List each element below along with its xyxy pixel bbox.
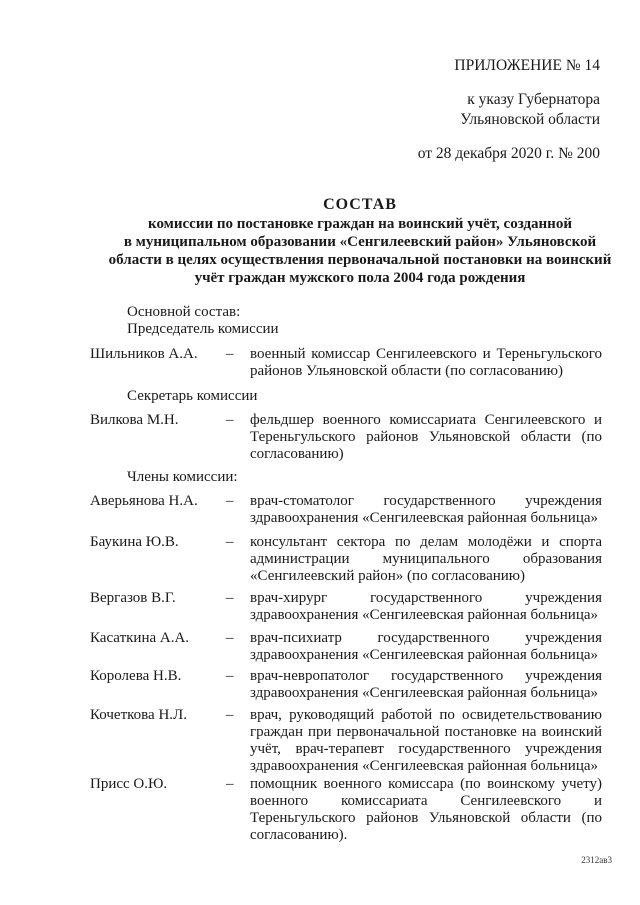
member-role: врач-психиатр государственного учреждения здравоохранения «Сенгилеевская районная больница» [250, 630, 602, 663]
decree-ref-line1: к указу Губернатора [467, 91, 600, 108]
dash: – [226, 668, 234, 684]
subtitle-line: комиссии по постановке граждан на воинский учёт, созданной [148, 216, 572, 232]
member-name: Присс О.Ю. [90, 776, 168, 792]
decree-date: от 28 декабря 2020 г. № 200 [417, 145, 600, 162]
member-name: Кочеткова Н.Л. [90, 707, 187, 723]
member-role: фельдшер военного комиссариата Сенгилеевского и Тереньгульского районов Ульяновской области (по согласованию) [250, 412, 602, 462]
section-members: Члены комиссии: [127, 469, 238, 485]
member-role: консультант сектора по делам молодёжи и спорта администрации муниципального образования «Сенгилеевский район» (по согласованию) [250, 534, 602, 584]
member-role: врач-стоматолог государственного учреждения здравоохранения «Сенгилеевская районная больница» [250, 493, 602, 526]
subtitle-line: области в целях осуществления первоначальной постановки на воинский [108, 252, 612, 268]
section-chair: Председатель комиссии [127, 321, 279, 337]
dash: – [226, 534, 234, 550]
subtitle-line: в муниципальном образовании «Сенгилеевский район» Ульяновской [123, 234, 597, 250]
dash: – [226, 346, 234, 362]
member-role: врач-невропатолог государственного учреждения здравоохранения «Сенгилеевская районная больница» [250, 668, 602, 701]
member-name: Баукина Ю.В. [90, 534, 179, 550]
section-main: Основной состав: [127, 304, 241, 320]
member-name: Касаткина А.А. [90, 630, 190, 646]
document-subtitle [100, 215, 620, 287]
appendix-label: ПРИЛОЖЕНИЕ № 14 [454, 57, 600, 74]
member-name: Вилкова М.Н. [90, 412, 179, 428]
appendix-header [418, 56, 600, 164]
section-secretary: Секретарь комиссии [127, 388, 258, 404]
dash: – [226, 630, 234, 646]
dash: – [226, 707, 234, 723]
member-name: Аверьянова Н.А. [90, 493, 198, 509]
document-title: СОСТАВ [323, 196, 397, 213]
member-role: помощник военного комиссара (по воинскому учету) военного комиссариата Сенгилеевского и Тереньгульского районов Ульяновской области (по согласованию). [250, 776, 602, 843]
document-code: 2312ав3 [581, 855, 612, 865]
member-name: Шильников А.А. [90, 346, 198, 362]
member-role: врач, руководящий работой по освидетельствованию граждан при первоначальной постановке на воинский учёт, врач-терапевт государственного учреждения здравоохранения «Сенгилеевская районная больница» [250, 707, 602, 774]
dash: – [226, 493, 234, 509]
member-role: врач-хирург государственного учреждения здравоохранения «Сенгилеевская районная больница» [250, 590, 602, 623]
decree-ref-line2: Ульяновской области [460, 111, 600, 128]
dash: – [226, 590, 234, 606]
member-name: Королева Н.В. [90, 668, 182, 684]
subtitle-line: учёт граждан мужского пола 2004 года рождения [194, 270, 526, 286]
dash: – [226, 412, 234, 428]
member-name: Вергазов В.Г. [90, 590, 176, 606]
member-role: военный комиссар Сенгилеевского и Тереньгульского районов Ульяновской области (по согласованию) [250, 346, 602, 379]
dash: – [226, 776, 234, 792]
